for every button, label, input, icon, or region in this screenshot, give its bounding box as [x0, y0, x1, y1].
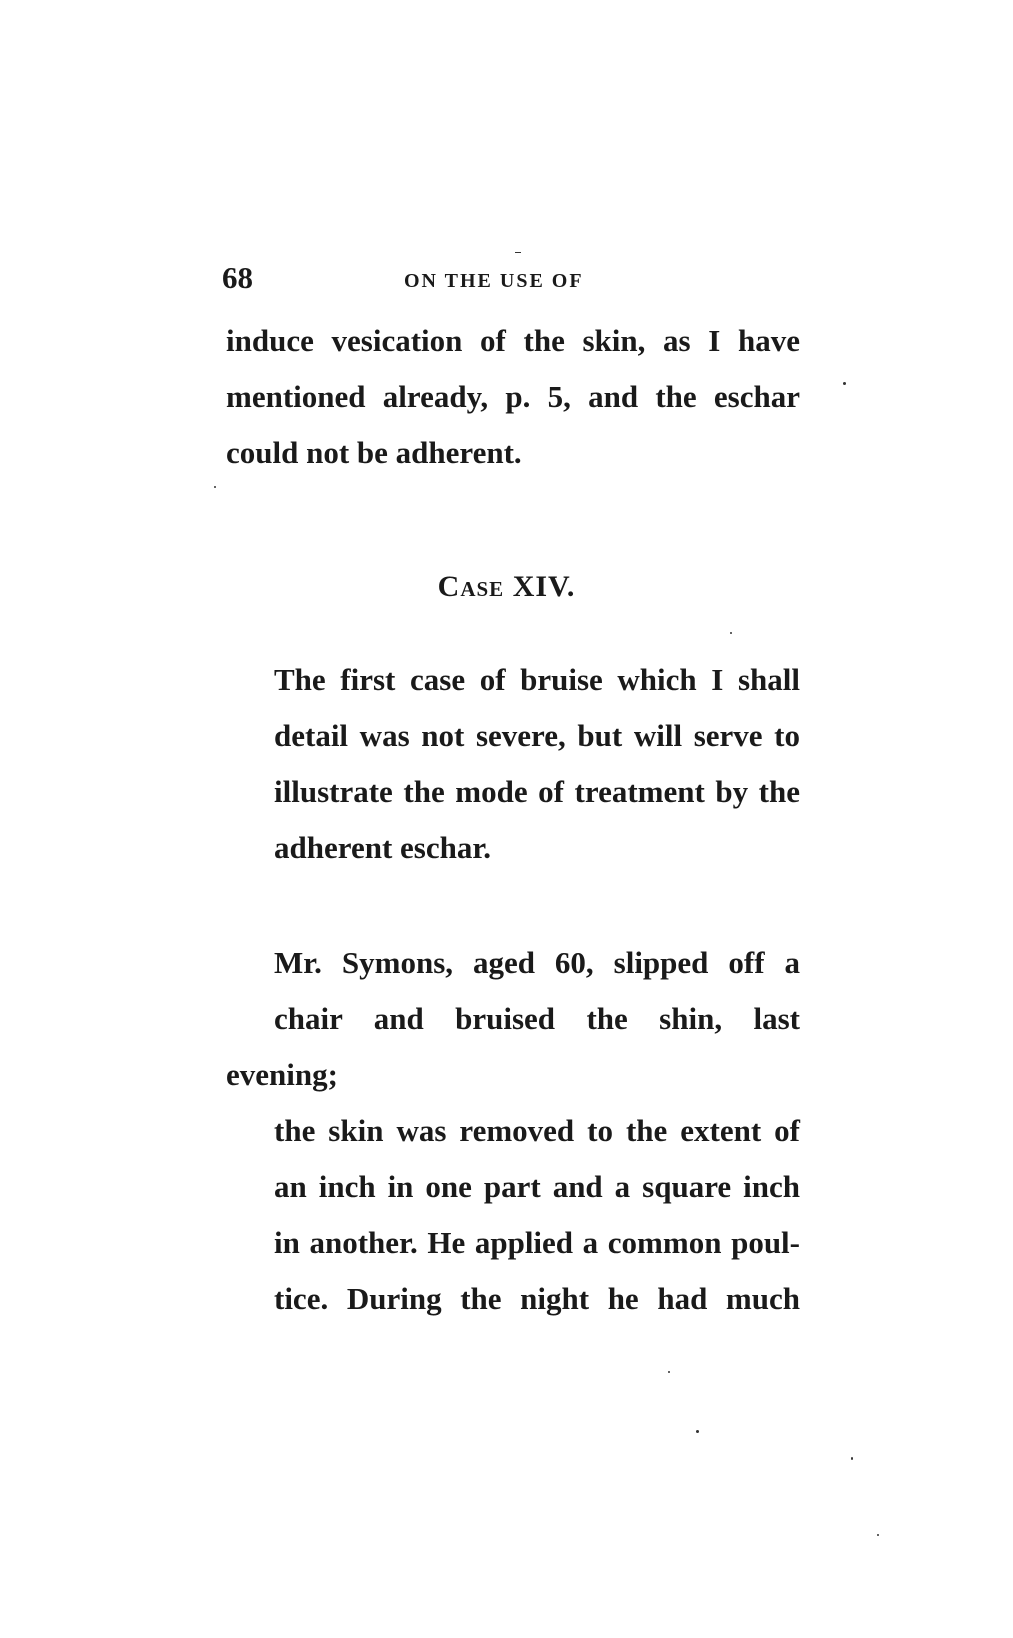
page-number: 68	[222, 260, 253, 295]
speck	[877, 1534, 879, 1536]
text-line: The first case of bruise which I shall	[274, 662, 800, 697]
page-header	[222, 258, 800, 298]
text-line: illustrate the mode of treatment by the	[274, 774, 800, 809]
text-line: Mr. Symons, aged 60, slipped off a	[274, 945, 800, 980]
paragraph-1	[226, 313, 800, 481]
text-line: could not be adherent.	[226, 435, 522, 470]
speck	[851, 1457, 853, 1460]
speck	[696, 1430, 699, 1433]
case-heading	[0, 570, 1013, 604]
paragraph-3	[226, 935, 800, 1327]
text-line: detail was not severe, but will serve to	[274, 718, 800, 753]
text-line: tice. During the night he had much	[274, 1281, 800, 1316]
speck	[668, 1371, 670, 1373]
text-line: an inch in one part and a square inch	[274, 1169, 800, 1204]
running-head: ON THE USE OF	[404, 270, 584, 292]
speck	[730, 632, 732, 634]
text-line: mentioned already, p. 5, and the eschar	[226, 379, 800, 414]
text-line: chair and bruised the shin, last evening;	[226, 1001, 800, 1092]
speck	[843, 382, 846, 385]
speck	[214, 486, 216, 488]
text-line: adherent eschar.	[274, 830, 491, 865]
case-numeral: XIV.	[512, 570, 576, 603]
paragraph-2	[226, 652, 800, 876]
text-line: induce vesication of the skin, as I have	[226, 323, 800, 358]
speck	[515, 252, 521, 253]
case-label: Case	[437, 570, 505, 603]
text-line: the skin was removed to the extent of	[274, 1113, 800, 1148]
text-line: in another. He applied a common poul-	[274, 1225, 800, 1260]
